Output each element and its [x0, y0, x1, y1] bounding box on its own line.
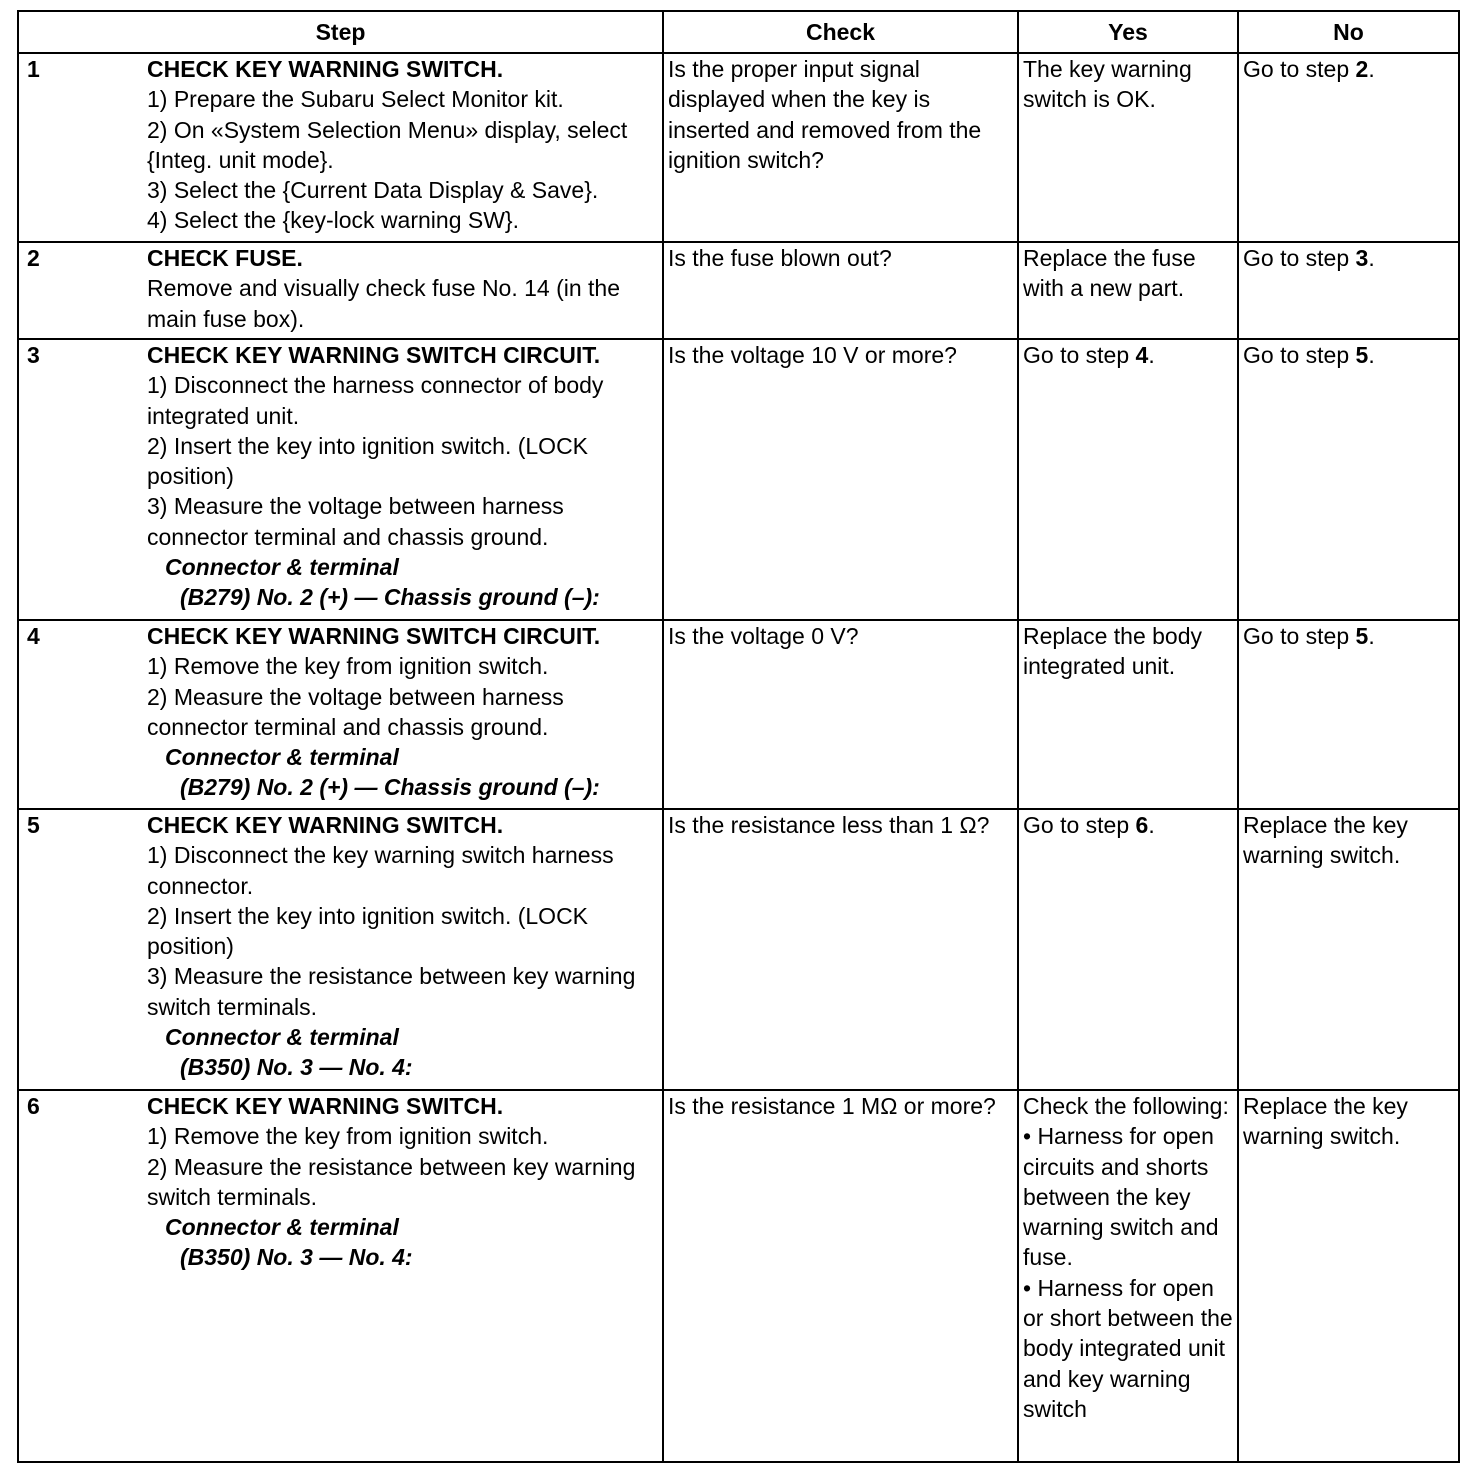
- step-cell: [18, 809, 663, 1090]
- step-number: 6: [27, 1093, 40, 1119]
- table-row: [18, 620, 1459, 809]
- step-instruction: 3) Measure the voltage between harness connector terminal and chassis ground.: [147, 493, 564, 550]
- step-instruction: 2) Insert the key into ignition switch. (LOCK position): [147, 902, 589, 960]
- step-instruction: 1) Remove the key from ignition switch.: [147, 1123, 549, 1150]
- step-instruction: 2) Measure the resistance between key warning switch terminals.: [147, 1153, 636, 1210]
- connector-terminal: (B350) No. 3 — No. 4:: [180, 1054, 413, 1081]
- step-instruction: 3) Measure the resistance between key warning switch terminals.: [147, 963, 636, 1020]
- check-cell: Is the proper input signal displayed when the key is inserted and removed from the ignition switch?: [663, 53, 1018, 242]
- connector-terminal: (B350) No. 3 — No. 4:: [180, 1244, 413, 1271]
- no-text: Go to step: [1243, 342, 1356, 368]
- header-yes: Yes: [1018, 11, 1238, 53]
- yes-text: Go to step: [1023, 812, 1136, 838]
- step-instruction: 1) Remove the key from ignition switch.: [147, 653, 549, 680]
- step-title: CHECK FUSE.: [147, 245, 303, 271]
- step-instruction: 2) Insert the key into ignition switch. (LOCK position): [147, 432, 589, 490]
- step-instruction: 1) Disconnect the harness connector of body integrated unit.: [147, 372, 604, 429]
- yes-text: Go to step: [1023, 342, 1136, 368]
- table-row: [18, 1090, 1459, 1462]
- no-text: Go to step: [1243, 56, 1356, 82]
- table-row: [18, 242, 1459, 339]
- step-instruction: 4) Select the {key-lock warning SW}.: [147, 207, 519, 234]
- no-text: Go to step: [1243, 623, 1356, 649]
- table-row: [18, 53, 1459, 242]
- table-row: [18, 809, 1459, 1090]
- step-number: 3: [27, 342, 40, 368]
- check-cell: Is the resistance 1 MΩ or more?: [663, 1090, 1018, 1462]
- header-step: Step: [18, 11, 663, 53]
- step-title: CHECK KEY WARNING SWITCH CIRCUIT.: [147, 342, 601, 368]
- step-link[interactable]: 6: [1135, 812, 1149, 838]
- step-instruction: Remove and visually check fuse No. 14 (in the main fuse box).: [147, 275, 621, 332]
- diagnostic-table: [17, 10, 1460, 1463]
- step-number: 1: [27, 56, 40, 82]
- step-title: CHECK KEY WARNING SWITCH CIRCUIT.: [147, 623, 601, 649]
- yes-cell: Go to step 4.: [1018, 339, 1238, 620]
- check-cell: Is the voltage 10 V or more?: [663, 339, 1018, 620]
- yes-cell: [1018, 242, 1238, 339]
- step-cell: [18, 53, 663, 242]
- header-check: Check: [663, 11, 1018, 53]
- connector-terminal: (B279) No. 2 (+) — Chassis ground (–):: [180, 774, 600, 801]
- no-cell: Go to step 5.: [1238, 339, 1459, 620]
- connector-terminal: (B279) No. 2 (+) — Chassis ground (–):: [180, 584, 600, 611]
- header-row: [18, 11, 1459, 53]
- check-cell: Is the resistance less than 1 Ω?: [663, 809, 1018, 1090]
- step-link[interactable]: 3: [1355, 245, 1369, 271]
- yes-text: The key warning switch is OK.: [1023, 56, 1192, 113]
- connector-label: Connector & terminal: [165, 554, 399, 581]
- step-title: CHECK KEY WARNING SWITCH.: [147, 56, 504, 82]
- step-link[interactable]: 4: [1135, 342, 1149, 368]
- yes-cell: [1018, 620, 1238, 809]
- no-cell: Go to step 5.: [1238, 620, 1459, 809]
- connector-label: Connector & terminal: [165, 744, 399, 771]
- step-cell: [18, 339, 663, 620]
- step-link[interactable]: 2: [1355, 56, 1369, 82]
- step-title: CHECK KEY WARNING SWITCH.: [147, 1093, 504, 1119]
- step-number: 2: [27, 245, 40, 271]
- step-link[interactable]: 5: [1355, 623, 1369, 649]
- yes-text: Replace the body integrated unit.: [1023, 623, 1203, 680]
- bullet-item: • Harness for open circuits and shorts between the key warning switch and fuse.: [1023, 1123, 1219, 1271]
- yes-cell: Go to step 6.: [1018, 809, 1238, 1090]
- step-instruction: 1) Prepare the Subaru Select Monitor kit.: [147, 86, 564, 113]
- no-cell: Replace the key warning switch.: [1238, 1090, 1459, 1462]
- header-no: No: [1238, 11, 1459, 53]
- step-cell: [18, 1090, 663, 1462]
- step-cell: [18, 242, 663, 339]
- step-title: CHECK KEY WARNING SWITCH.: [147, 812, 504, 838]
- connector-label: Connector & terminal: [165, 1214, 399, 1241]
- no-cell: Go to step 2.: [1238, 53, 1459, 242]
- step-instruction: 3) Select the {Current Data Display & Save}.: [147, 177, 599, 204]
- yes-text: Check the following:: [1023, 1093, 1229, 1119]
- step-number: 4: [27, 623, 40, 649]
- no-cell: Replace the key warning switch.: [1238, 809, 1459, 1090]
- table-row: [18, 339, 1459, 620]
- yes-text: Replace the fuse with a new part.: [1023, 245, 1196, 302]
- yes-cell: [1018, 53, 1238, 242]
- step-instruction: 2) Measure the voltage between harness connector terminal and chassis ground.: [147, 683, 564, 740]
- no-text: Go to step: [1243, 245, 1356, 271]
- check-cell: Is the voltage 0 V?: [663, 620, 1018, 809]
- step-instruction: 1) Disconnect the key warning switch harness connector.: [147, 842, 614, 899]
- connector-label: Connector & terminal: [165, 1024, 399, 1051]
- yes-cell: [1018, 1090, 1238, 1462]
- no-cell: Go to step 3.: [1238, 242, 1459, 339]
- step-number: 5: [27, 812, 40, 838]
- step-cell: [18, 620, 663, 809]
- bullet-item: • Harness for open or short between the body integrated unit and key warning switch: [1023, 1274, 1233, 1422]
- step-link[interactable]: 5: [1355, 342, 1369, 368]
- step-instruction: 2) On «System Selection Menu» display, select {Integ. unit mode}.: [147, 116, 628, 173]
- check-cell: Is the fuse blown out?: [663, 242, 1018, 339]
